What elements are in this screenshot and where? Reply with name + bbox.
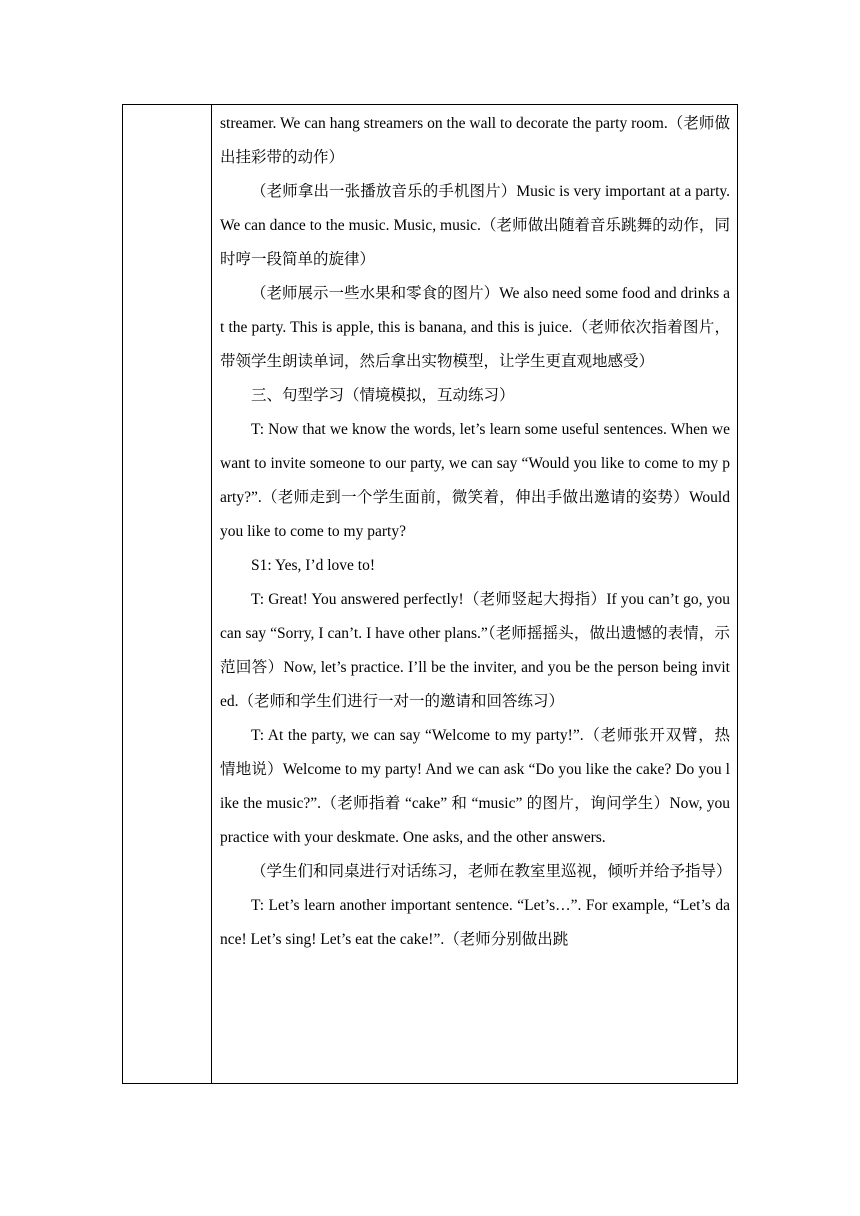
paragraph-lets-sentence: T: Let’s learn another important sentence. “Let’s…”. For example, “Let’s dance! Let’s sing! Let’s eat the cake!”.（老师分别做出跳 — [220, 897, 730, 948]
paragraph-decline-practice: T: Great! You answered perfectly!（老师竖起大拇指）If you can’t go, you can say “Sorry, I can’t. I have other plans.”（老师摇摇头，做出遗憾的表情，示范回答）Now, let’s practice. I’ll be the inviter, and you be the person being invited.（老师和学生们进行一对一的邀请和回答练习） — [220, 591, 730, 710]
paragraph-deskmate-practice: （学生们和同桌进行对话练习，老师在教室里巡视，倾听并给予指导） — [251, 863, 732, 880]
paragraph-music: （老师拿出一张播放音乐的手机图片）Music is very important at a party. We can dance to the music. Music, music.（老师做出随着音乐跳舞的动作，同时哼一段简单的旋律） — [220, 183, 730, 268]
table-content-cell — [212, 105, 737, 1083]
paragraph-student-reply: S1: Yes, I’d love to! — [251, 557, 376, 574]
paragraph-decorate-streamers: streamer. We can hang streamers on the wall to decorate the party room.（老师做出挂彩带的动作） — [220, 115, 730, 166]
paragraph-invitation-sentence: T: Now that we know the words, let’s learn some useful sentences. When we want to invite someone to our party, we can say “Would you like to come to my party?”.（老师走到一个学生面前，微笑着，伸出手做出邀请的姿势）Would you like to come to my party? — [220, 421, 730, 540]
paragraph-food-drinks: （老师展示一些水果和零食的图片）We also need some food and drinks at the party. This is apple, this is banana, and this is juice.（老师依次指着图片，带领学生朗读单词，然后拿出实物模型，让学生更直观地感受） — [220, 285, 730, 370]
paragraph-welcome-party: T: At the party, we can say “Welcome to my party!”.（老师张开双臂，热情地说）Welcome to my party! And we can ask “Do you like the cake? Do you like the music?”.（老师指着 “cake” 和 “music” 的图片，询问学生）Now, you practice with your deskmate. One asks, and the other answers. — [220, 727, 730, 846]
section-heading-sentence-learning: 三、句型学习（情境模拟，互动练习） — [251, 387, 515, 404]
lesson-plan-table — [122, 104, 738, 1084]
table-left-cell — [123, 105, 212, 1083]
